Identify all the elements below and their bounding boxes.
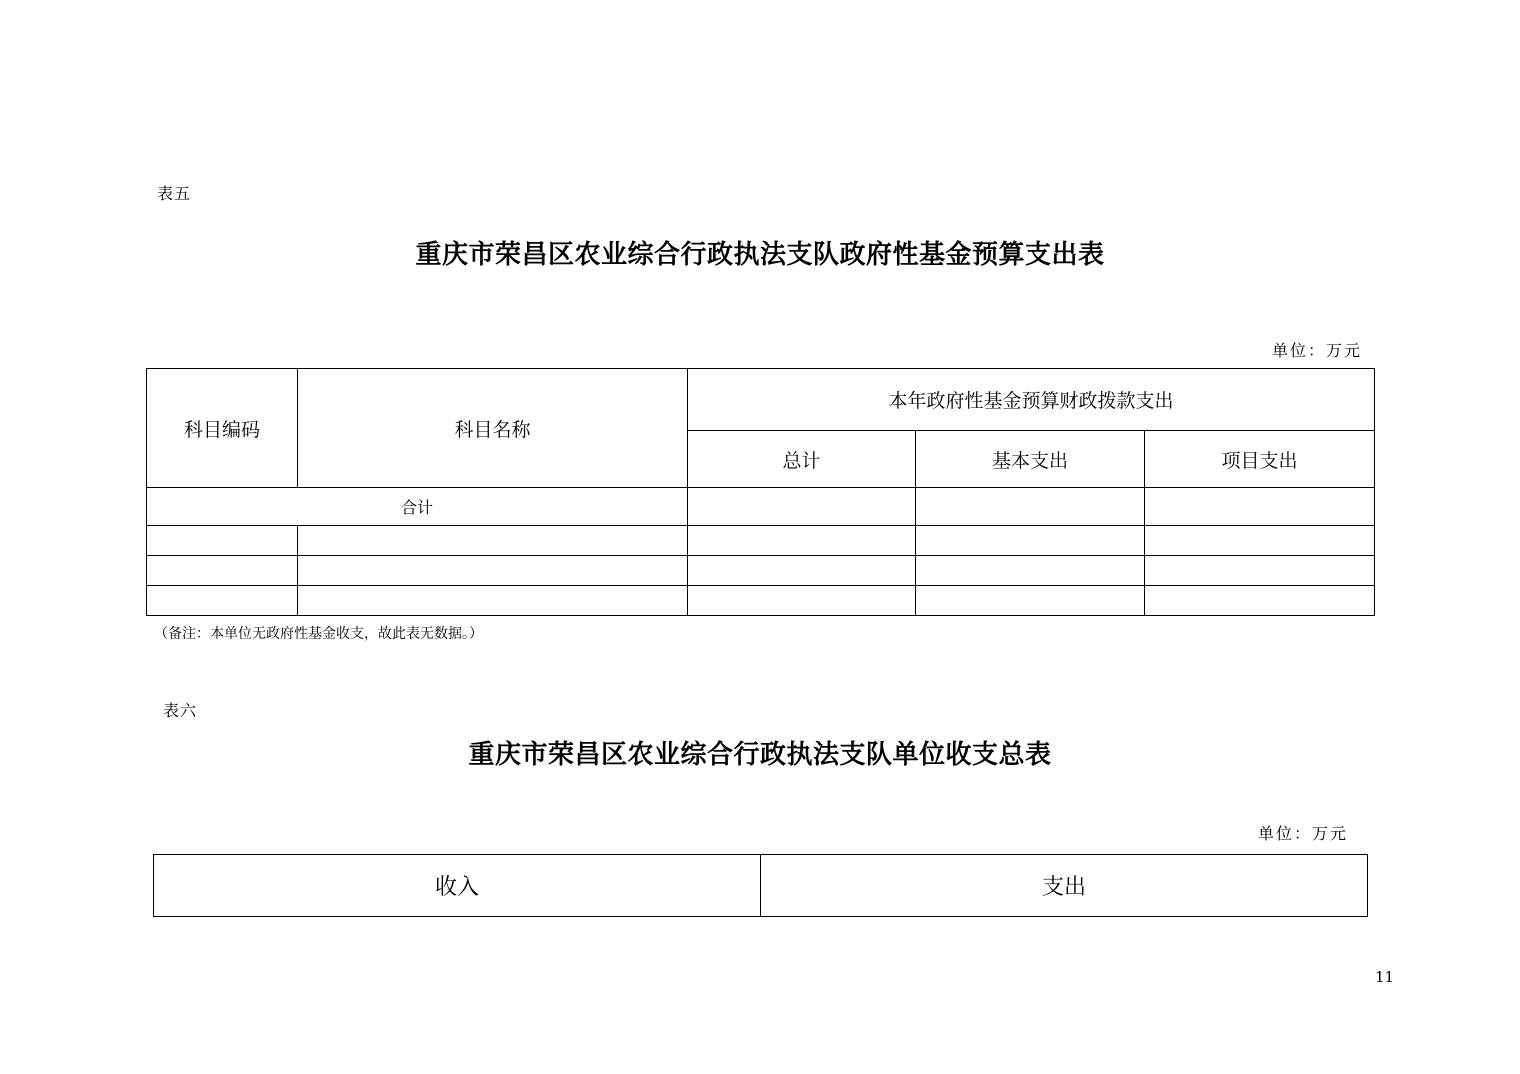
table-row [147, 556, 1375, 586]
table6-unit: 单位：万元 [1258, 824, 1349, 843]
header-expense: 支出 [761, 855, 1368, 917]
header-total: 总计 [688, 431, 916, 488]
row-project [1145, 556, 1375, 586]
total-label: 合计 [147, 488, 688, 526]
table5-title: 重庆市荣昌区农业综合行政执法支队政府性基金预算支出表 [415, 240, 1105, 270]
row-total [688, 586, 916, 616]
table5-unit: 单位：万元 [1272, 341, 1363, 360]
header-name: 科目名称 [298, 369, 688, 488]
row-total [688, 556, 916, 586]
total-project [1145, 488, 1375, 526]
row-basic [916, 586, 1145, 616]
row-project [1145, 586, 1375, 616]
row-total [688, 526, 916, 556]
row-code [147, 586, 298, 616]
header-project: 项目支出 [1145, 431, 1375, 488]
header-group: 本年政府性基金预算财政拨款支出 [688, 369, 1375, 431]
row-name [298, 586, 688, 616]
row-name [298, 526, 688, 556]
row-basic [916, 526, 1145, 556]
total-basic [916, 488, 1145, 526]
page-number: 11 [1375, 968, 1395, 986]
table5-label: 表五 [157, 184, 192, 203]
row-name [298, 556, 688, 586]
table-row [147, 526, 1375, 556]
table-row-total [147, 488, 1375, 526]
total-total [688, 488, 916, 526]
row-project [1145, 526, 1375, 556]
row-basic [916, 556, 1145, 586]
header-basic: 基本支出 [916, 431, 1145, 488]
table6-label: 表六 [163, 701, 198, 720]
table5 [146, 368, 1375, 616]
row-code [147, 526, 298, 556]
table-row [147, 586, 1375, 616]
header-code: 科目编码 [147, 369, 298, 488]
table6-title: 重庆市荣昌区农业综合行政执法支队单位收支总表 [468, 740, 1052, 770]
table5-note: （备注：本单位无政府性基金收支，故此表无数据。） [154, 626, 483, 642]
row-code [147, 556, 298, 586]
table6 [153, 854, 1368, 917]
header-income: 收入 [154, 855, 761, 917]
